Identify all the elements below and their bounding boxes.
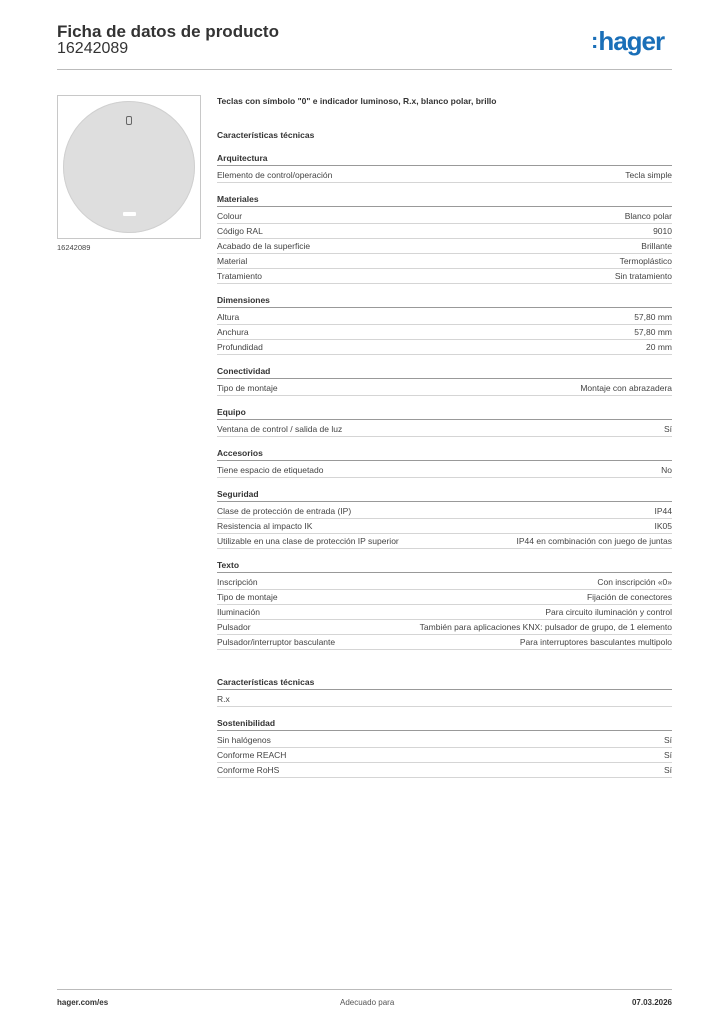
- spec-section: [217, 406, 672, 437]
- spec-row: [217, 310, 672, 325]
- spec-value: 9010: [653, 225, 672, 236]
- spec-row: [217, 620, 672, 635]
- spec-value: No: [661, 464, 672, 475]
- spec-row: [217, 209, 672, 224]
- spec-section: [217, 488, 672, 549]
- spec-value: 20 mm: [646, 341, 672, 352]
- spec-label: Conforme RoHS: [217, 764, 280, 775]
- product-image: [57, 95, 201, 239]
- spec-value: Blanco polar: [624, 210, 672, 221]
- spec-label: Elemento de control/operación: [217, 169, 333, 180]
- section-title: Dimensiones: [217, 294, 672, 308]
- image-caption: 16242089: [57, 243, 91, 252]
- spec-row: [217, 575, 672, 590]
- section-title: Equipo: [217, 406, 672, 420]
- spec-section: [217, 676, 672, 707]
- spec-value: Sí: [663, 764, 672, 775]
- zero-symbol-icon: [126, 116, 132, 125]
- spec-row: [217, 224, 672, 239]
- spec-label: Altura: [217, 311, 240, 322]
- spec-row: [217, 463, 672, 478]
- spec-label: R.x: [217, 693, 230, 704]
- spec-label: Sin halógenos: [217, 734, 271, 745]
- spec-value: Termoplástico: [619, 255, 672, 266]
- spec-row: [217, 635, 672, 650]
- spec-row: [217, 763, 672, 778]
- spec-label: Acabado de la superficie: [217, 240, 311, 251]
- footer-website: hager.com/es: [57, 998, 109, 1007]
- spec-row: [217, 504, 672, 519]
- spec-section: [217, 717, 672, 778]
- spec-row: [217, 534, 672, 549]
- spec-row: [217, 422, 672, 437]
- spec-section: [217, 193, 672, 284]
- spec-value: Sí: [663, 749, 672, 760]
- spec-row: [217, 692, 672, 707]
- spec-section: [217, 294, 672, 355]
- spec-section: [217, 152, 672, 183]
- section-title: Accesorios: [217, 447, 672, 461]
- section-title: Seguridad: [217, 488, 672, 502]
- header-divider: [57, 69, 672, 70]
- spec-label: Ventana de control / salida de luz: [217, 423, 343, 434]
- tech-heading: Características técnicas: [217, 130, 315, 140]
- spec-value: Tecla simple: [625, 169, 672, 180]
- spec-label: Tratamiento: [217, 270, 263, 281]
- spec-value: Para circuito iluminación y control: [545, 606, 672, 617]
- spec-row: [217, 381, 672, 396]
- spec-row: [217, 168, 672, 183]
- logo-text: hager: [598, 26, 665, 56]
- page-title: Ficha de datos de producto: [57, 22, 279, 41]
- indicator-light-icon: [123, 212, 136, 216]
- spec-section: [217, 559, 672, 650]
- spec-row: [217, 519, 672, 534]
- spec-value: Sí: [663, 734, 672, 745]
- section-title: Características técnicas: [217, 676, 672, 690]
- section-title: Sostenibilidad: [217, 717, 672, 731]
- spec-row: [217, 605, 672, 620]
- spec-row: [217, 269, 672, 284]
- spec-row: [217, 340, 672, 355]
- spec-label: Pulsador/interruptor basculante: [217, 636, 336, 647]
- spec-label: Clase de protección de entrada (IP): [217, 505, 352, 516]
- spec-label: Conforme REACH: [217, 749, 287, 760]
- section-title: Conectividad: [217, 365, 672, 379]
- spec-value: Brillante: [641, 240, 672, 251]
- spec-value: Con inscripción «0»: [597, 576, 672, 587]
- spec-sections: [217, 152, 672, 788]
- spec-label: Tiene espacio de etiquetado: [217, 464, 324, 475]
- spec-value: Fijación de conectores: [586, 591, 672, 602]
- spec-value: Montaje con abrazadera: [580, 382, 672, 393]
- spec-section: [217, 365, 672, 396]
- spec-label: Tipo de montaje: [217, 382, 278, 393]
- product-description: Teclas con símbolo "0" e indicador luminoso, R.x, blanco polar, brillo: [217, 96, 497, 106]
- section-title: Materiales: [217, 193, 672, 207]
- spec-value: 57,80 mm: [634, 326, 672, 337]
- spec-row: [217, 748, 672, 763]
- spec-label: Anchura: [217, 326, 249, 337]
- spec-row: [217, 254, 672, 269]
- spec-value: IP44: [654, 505, 672, 516]
- spec-label: Iluminación: [217, 606, 260, 617]
- spec-value: También para aplicaciones KNX: pulsador de grupo, de 1 elemento: [419, 621, 672, 632]
- spec-value: 57,80 mm: [634, 311, 672, 322]
- spec-label: Colour: [217, 210, 243, 221]
- section-title: Texto: [217, 559, 672, 573]
- footer-suitable: Adecuado para: [340, 998, 395, 1007]
- footer-date: 07.03.2026: [631, 998, 672, 1007]
- hager-logo: :hager: [591, 26, 665, 56]
- spec-row: [217, 325, 672, 340]
- spec-label: Material: [217, 255, 248, 266]
- spec-row: [217, 733, 672, 748]
- spec-label: Resistencia al impacto IK: [217, 520, 313, 531]
- spec-value: IP44 en combinación con juego de juntas: [516, 535, 672, 546]
- spec-value: Sin tratamiento: [614, 270, 672, 281]
- spec-label: Código RAL: [217, 225, 263, 236]
- spec-section: [217, 447, 672, 478]
- section-title: Arquitectura: [217, 152, 672, 166]
- spec-row: [217, 590, 672, 605]
- spec-label: Utilizable en una clase de protección IP superior: [217, 535, 399, 546]
- spec-label: Inscripción: [217, 576, 258, 587]
- spec-label: Tipo de montaje: [217, 591, 278, 602]
- spec-value: IK05: [654, 520, 672, 531]
- product-code: 16242089: [57, 40, 129, 57]
- spec-row: [217, 239, 672, 254]
- footer-divider: [57, 989, 672, 990]
- spec-value: Para interruptores basculantes multipolo: [519, 636, 672, 647]
- spec-label: Pulsador: [217, 621, 251, 632]
- spec-value: Sí: [663, 423, 672, 434]
- spec-label: Profundidad: [217, 341, 263, 352]
